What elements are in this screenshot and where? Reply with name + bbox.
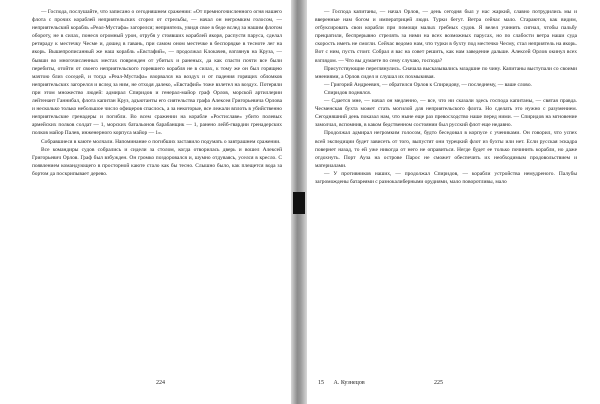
signature-number: 15 — [318, 380, 324, 386]
page-number-left: 224 — [156, 380, 165, 386]
right-page — [315, 8, 577, 368]
bookmark-tab — [293, 192, 305, 214]
paragraph: — Господа капитаны, — начал Орлов, — день сегодня был у нас жаркий, славно потрудились мы и вверенные нам богом и императрицей люди. Турки бегут. Ветра сейчас мало. Стараются, как видим, отбуксировать свои корабли при помощи малых гребных судов. Я велел учинить сигнал, чтобы пальбу прекратили, беспрерывно стрелять за ними на всех возможных парусах, но по слабости ветра наши суда скорость иметь не смогли. Сейчас ведомо нам, что турки в бухту под местечко Чесму, стал неприятель на якорь. Вот с ним, пусть стоит. Собрал я вас на совет решить, как нам заведение дальше. Алексей Орлов окинул всех взглядом. — Что вы думаете по сему случаю, господа? — [315, 9, 577, 64]
printer-signature — [318, 380, 365, 386]
paragraph: — Григорий Андреевич, — обратился Орлов к Спиридову, — последнему, — ваше слово. — [324, 81, 532, 88]
paragraph: Спиридов поднялся. — [324, 89, 372, 96]
paragraph: Все командиры судов собрались и сидели за столом, когда отворилась дверь и вошел Алексей Григорьевич Орлов. Граф был взбужден. Он громко поздоровался и, шумно отдуваясь, уселся в кресло. С появлением командующего в просторной каюте стало как бы тесно. Слышно было, как плещется вода за бортом да поскрипывает дерево. — [32, 146, 282, 177]
paragraph: — Господа, послушайте, что записано о сегодняшнем сражении: «От премногочисленного огня нашего флота с прочих кораблей неприятельских сгорел от стрельбы, — начал он негромким голосом, — неприятельский корабль «Реал-Мустафа» загорелся; неприятель, увидя свое в беде вслед за нашим флотом обороту, не в силах, понеся огромный урон, отрубя у стоявших кораблей якоря, распустя паруса, сделал ретираду к местечку Чесме и, дошед в гавань, при самом оном местечке в беспорядке в тесноте лег на якорь. Вышепрописанный же наш корабль «Евстафий», — продолжал Клокачев, взглянув на Круза, — бывши во многочисленных местах поврежден от убитых и раненых, да как спасти почти все были перебиты, отойти от своего неприятельского горевшего корабля не в силах, к тому же он был горящею мачтою близ соседей, и тогда «Реал-Мустафа» взорвался на воздух и от падения горящих обломков неприятельских загорелся и вслед за ним, не отходя далеко, «Евстафий» тоже взлетел на воздух. Потеряли при этом множество людей: адмирал Спиридов и генерал-майор граф Орлов, морской артиллерии лейтенант Ганнибал, флота капитан Круз, адъютанты его сиятельства графа Алексея Григорьевича Орлова и несколько только небольшое число офицеров спаслось, а за некоторые, все лежали вплоть в убийственно неприятельские гренадеры и погибли. Во всем сражении на корабле «Ростиславе» убито полевых армейских полков солдат — 1, морских батальонов барабанщик — 1, ранено лейб-гвардии гренадерских полков майор Палев, инженерного корпуса майор — 1». — [32, 9, 282, 137]
paragraph: — Сдается мне, — начал он медленно, — все, что ни сказали здесь господа капитаны, — святая правда. Чесменская бухта может стать могилой для неприятельского флота. Но сделать это нужно с разумением. Сегодняшний день показал нам, что ныне еще раз превосходство наше перед ними. — Спиридов на мгновение замолчал, вспомнив, в каком бедственном состоянии был русский флот еще недавно. — [315, 98, 577, 129]
paragraph: Продолжал адмирал негромким голосом, будто беседовал в корпусе с учениками. Он говорил, что успех всей экспедиции будет зависеть от того, выпустят они турецкий флот из бухты или нет. Если русская эскадра повернет назад, то ей уже никогда от него не оправиться. Негде будет ее только починить корабли, но даже отдохнуть. Порт Ауза на острове Парос не сможет обеспечить их необходимым продовольствием и материалами. — [315, 130, 577, 169]
left-page — [32, 8, 282, 368]
paragraph: Присутствующие переглянулись. Сначала высказывались младшие по чину. Капитаны выступали со своими мнениями, а Орлов сидел и слушал их похмыкивая. — [315, 65, 577, 80]
paragraph: — У противников наших, — продолжал Спиридов, — корабли устройства немудреного. Палубы загромождены батареями с разнокалиберными орудиями, мало поворотливы, мало — [315, 170, 577, 185]
signature-author: А. Кузнецов — [333, 380, 365, 386]
page-number-right: 225 — [434, 380, 443, 386]
paragraph: Собравшиеся в каюте молчали. Напоминание о погибших заставило подумать о завтрашнем сражении. — [41, 138, 281, 145]
